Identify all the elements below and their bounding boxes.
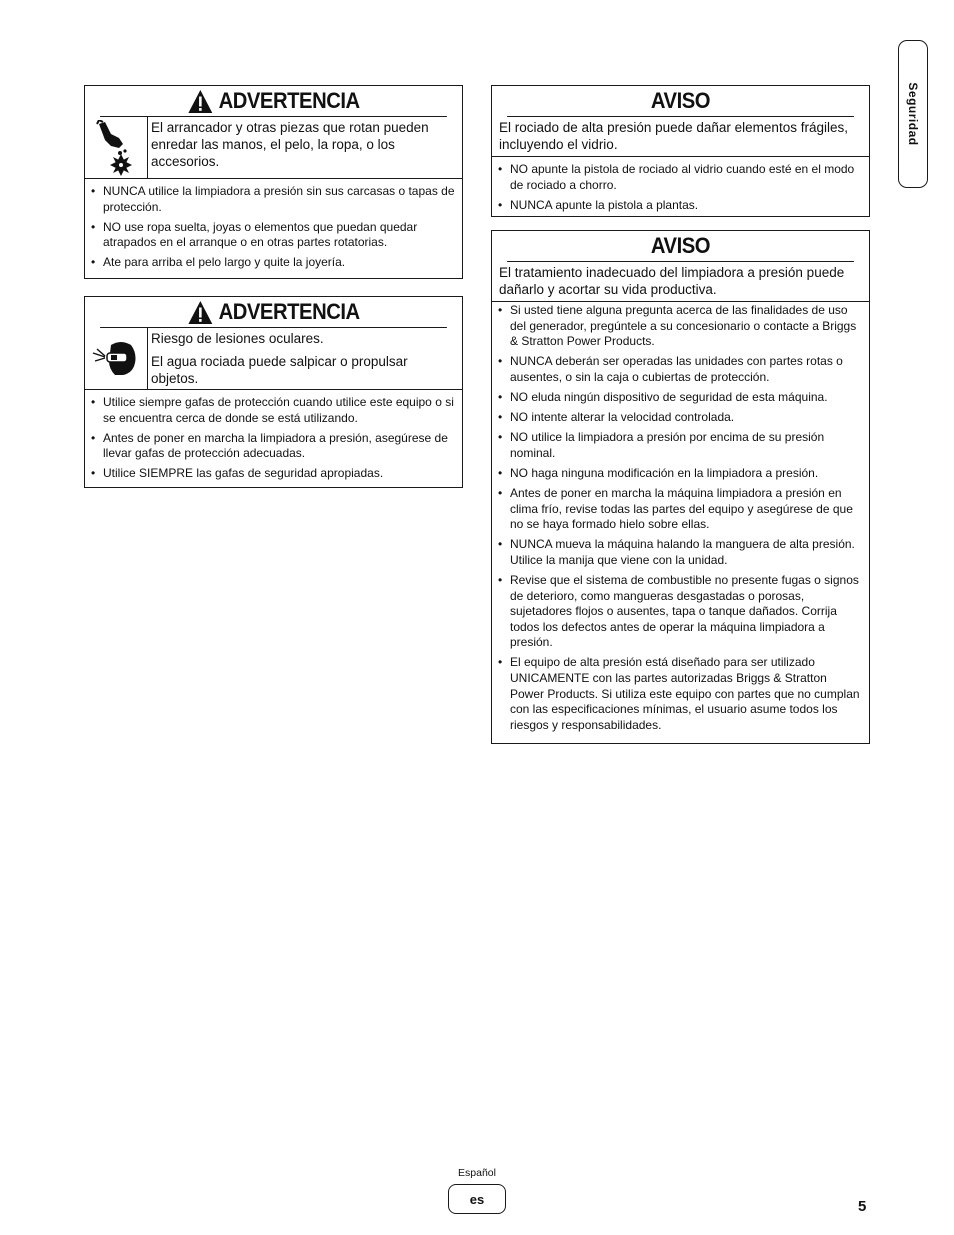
notice-bullet-list [492, 302, 869, 742]
list-item: • NUNCA apunte la pistola a plantas. [498, 198, 863, 214]
entanglement-hazard-icon [85, 117, 148, 178]
notice-title: AVISO [650, 233, 711, 258]
list-item: • Revise que el sistema de combustible no presente fugas o signos de deterioro, como mangueras desgastadas o porosas, sujetadores flojos o ausentes, tapa o tanque dañados. Corrija todos los defectos antes de operar la máquina limpiadora a presión. [498, 573, 863, 651]
notice-header [507, 86, 854, 117]
notice-title: AVISO [650, 88, 711, 113]
language-label: Español [458, 1167, 496, 1179]
warning-title: ADVERTENCIA [218, 299, 360, 324]
warning-header [100, 297, 447, 328]
language-badge: es [448, 1184, 506, 1214]
warning-triangle-icon [187, 89, 213, 114]
eye-protection-icon [85, 328, 148, 389]
list-item: • Si usted tiene alguna pregunta acerca de las finalidades de uso del generador, pregúntele a su concesionario o contacte a Briggs & Stratton Power Products. [498, 303, 863, 350]
notice-box-improper-treatment [491, 230, 870, 744]
notice-intro: El rociado de alta presión puede dañar elementos frágiles, incluyendo el vidrio. [492, 117, 869, 157]
warning-bullet-list [85, 390, 462, 490]
notice-box-high-pressure [491, 85, 870, 217]
notice-intro: El tratamiento inadecuado del limpiadora a presión puede dañarlo y acortar su vida productiva. [492, 262, 869, 302]
notice-bullet-list [492, 157, 869, 222]
list-item: • NO haga ninguna modificación en la limpiadora a presión. [498, 466, 863, 482]
page-number: 5 [858, 1198, 867, 1215]
hazard-row [85, 328, 462, 390]
warning-box-entanglement [84, 85, 463, 279]
section-tab-seguridad [898, 40, 928, 188]
list-item: • Ate para arriba el pelo largo y quite la joyería. [91, 255, 456, 271]
warning-triangle-icon [187, 300, 213, 325]
list-item: • NUNCA mueva la máquina halando la manguera de alta presión. Utilice la manija que viene con la unidad. [498, 537, 863, 568]
notice-header [507, 231, 854, 262]
hazard-row [85, 117, 462, 179]
list-item: • Antes de poner en marcha la limpiadora a presión, asegúrese de llevar gafas de protección adecuadas. [91, 431, 456, 462]
list-item: • NO intente alterar la velocidad controlada. [498, 410, 863, 426]
list-item: • NUNCA deberán ser operadas las unidades con partes rotas o ausentes, o sin la caja o cubiertas de protección. [498, 354, 863, 385]
list-item: • NO apunte la pistola de rociado al vidrio cuando esté en el modo de rociado a chorro. [498, 162, 863, 193]
warning-title: ADVERTENCIA [218, 88, 360, 113]
section-tab-label: Seguridad [906, 82, 920, 146]
list-item: • Utilice siempre gafas de protección cuando utilice este equipo o si se encuentra cerca de donde se está utilizando. [91, 395, 456, 426]
warning-bullet-list [85, 179, 462, 279]
hazard-description: El arrancador y otras piezas que rotan pueden enredar las manos, el pelo, la ropa, o los accesorios. [151, 120, 429, 169]
hazard-description: Riesgo de lesiones oculares. El agua rociada puede salpicar o propulsar objetos. [151, 331, 408, 386]
warning-box-eye-injury [84, 296, 463, 488]
list-item: • Utilice SIEMPRE las gafas de seguridad apropiadas. [91, 466, 456, 482]
warning-header [100, 86, 447, 117]
list-item: • NO use ropa suelta, joyas o elementos que puedan quedar atrapados en el arranque o en otras partes rotatorias. [91, 220, 456, 251]
list-item: • El equipo de alta presión está diseñado para ser utilizado UNICAMENTE con las partes autorizadas Briggs & Stratton Power Products. Si utiliza este equipo con partes que no cumplan con las especificaciones mínimas, el usuario asume todos los riesgos y responsabilidades. [498, 655, 863, 733]
list-item: • Antes de poner en marcha la máquina limpiadora a presión en clima frío, revise todas las partes del equipo y asegúrese de que no se haya formado hielo sobre ellas. [498, 486, 863, 533]
list-item: • NO utilice la limpiadora a presión por encima de su presión nominal. [498, 430, 863, 461]
list-item: • NO eluda ningún dispositivo de seguridad de esta máquina. [498, 390, 863, 406]
list-item: • NUNCA utilice la limpiadora a presión sin sus carcasas o tapas de protección. [91, 184, 456, 215]
